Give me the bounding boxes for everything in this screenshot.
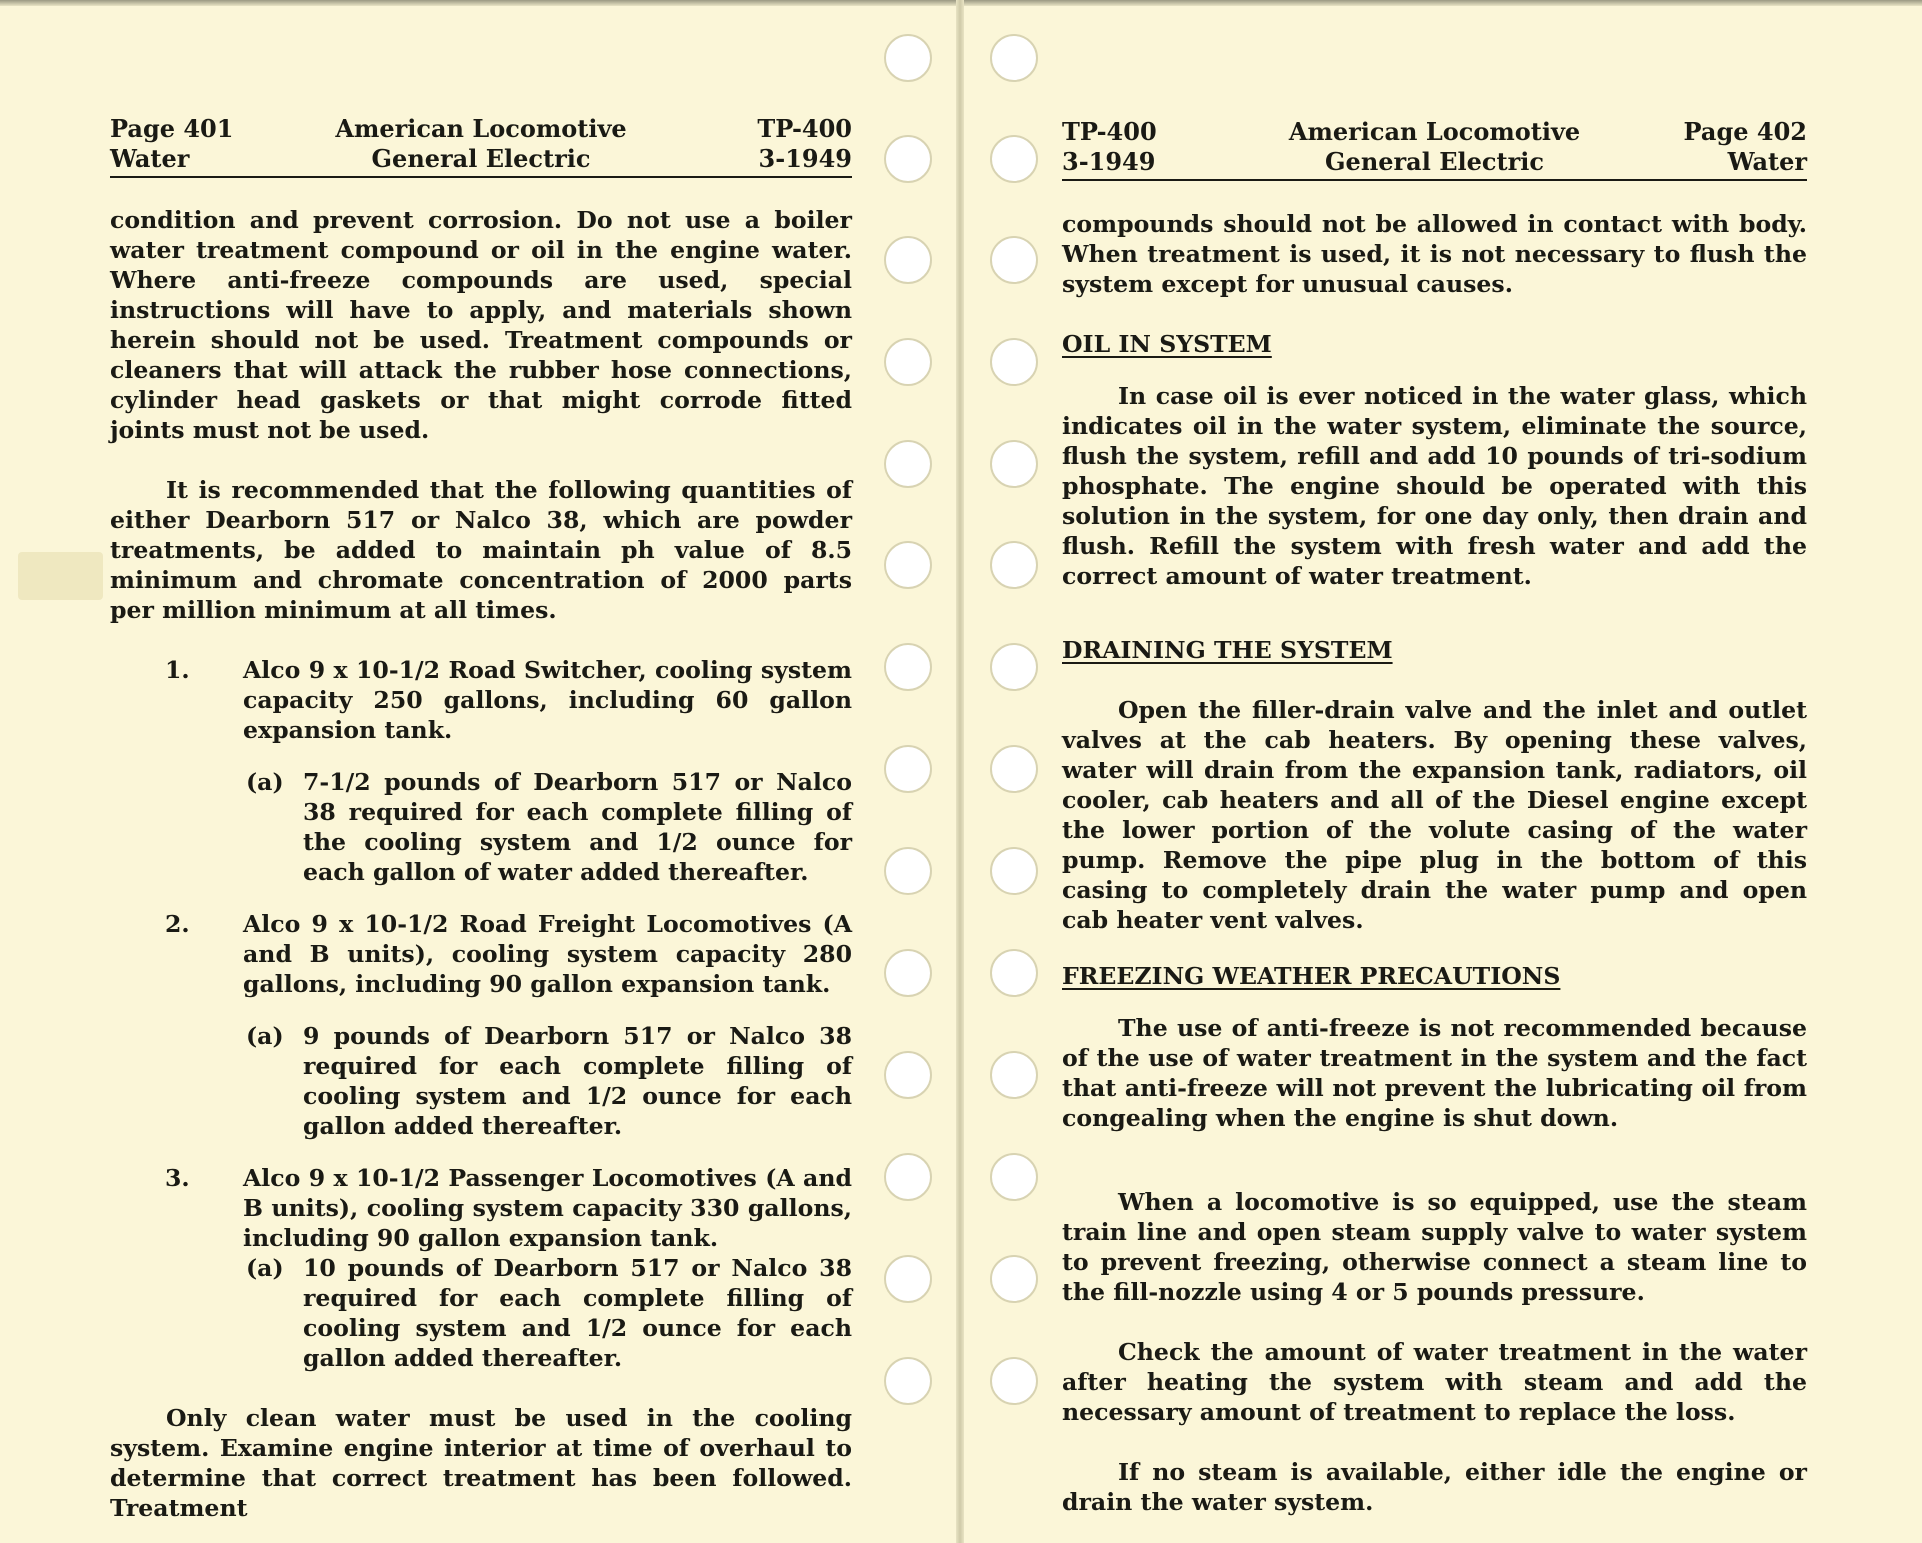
header-center (110, 114, 852, 174)
company-line1: American Locomotive (1288, 117, 1581, 146)
section-heading: OIL IN SYSTEM (1062, 330, 1272, 358)
page-label: Page 401 (110, 114, 234, 143)
sub-item-text: 7-1/2 pounds of Dearborn 517 or Nalco 38 required for each complete filling of the cooling system and 1/2 ounce for each gallon of water added thereafter. (303, 768, 852, 886)
section-label: Water (110, 144, 190, 173)
section-heading: DRAINING THE SYSTEM (1062, 636, 1393, 664)
sub-item (110, 1021, 852, 1141)
company-line1: American Locomotive (335, 114, 627, 143)
header-right (757, 114, 852, 174)
right-page-body (1062, 209, 1807, 1517)
company-line2: General Electric (1325, 147, 1544, 176)
paragraph: condition and prevent corrosion. Do not use a boiler water treatment compound or oil in the engine water. Where anti-freeze compounds are used, special instructions will have to apply, and materials shown herein should not be used. Treatment compounds or cleaners that will attack the rubber hose connections, cylinder head gaskets or that might corrode fitted joints must not be used. (110, 206, 852, 444)
doc-date: 3-1949 (1062, 147, 1156, 176)
item-number: 1. (165, 656, 190, 684)
paragraph: Check the amount of water treatment in the water after heating the system with steam and add the necessary amount of treatment to replace the loss. (1062, 1338, 1807, 1426)
sub-item (110, 767, 852, 887)
left-page-body (110, 205, 852, 1523)
left-page (0, 0, 958, 1543)
header-right (1684, 117, 1807, 177)
doc-date: 3-1949 (758, 144, 852, 173)
paragraph: In case oil is ever noticed in the water glass, which indicates oil in the water system, eliminate the source, flush the system, refill and add 10 pounds of tri-sodium phosphate. The engine should be operated with this solution in the system, for one day only, then drain and flush. Refill the system with fresh water and add the correct amount of water treatment. (1062, 382, 1807, 590)
paragraph: When a locomotive is so equipped, use the steam train line and open steam supply valve to water system to prevent freezing, otherwise connect a steam line to the fill-nozzle using 4 or 5 pounds pressure. (1062, 1188, 1807, 1306)
paragraph: If no steam is available, either idle the engine or drain the water system. (1062, 1458, 1807, 1516)
paragraph: compounds should not be allowed in contact with body. When treatment is used, it is not necessary to flush the system except for unusual causes. (1062, 210, 1807, 298)
item-text: Alco 9 x 10-1/2 Road Freight Locomotives (A and B units), cooling system capacity 280 gallons, including 90 gallon expansion tank. (243, 910, 852, 998)
item-text: Alco 9 x 10-1/2 Road Switcher, cooling system capacity 250 gallons, including 60 gallon expansion tank. (243, 656, 852, 744)
sub-item-label: (a) (246, 1254, 284, 1282)
sub-item-text: 10 pounds of Dearborn 517 or Nalco 38 required for each complete filling of cooling system and 1/2 ounce for each gallon added thereafter. (303, 1254, 852, 1372)
index-tab-mark (18, 552, 103, 600)
item-text: Alco 9 x 10-1/2 Passenger Locomotives (A and B units), cooling system capacity 330 gallons, including 90 gallon expansion tank. (243, 1164, 852, 1252)
list-item (110, 655, 852, 745)
item-number: 3. (165, 1164, 190, 1192)
right-page-header (1062, 117, 1807, 181)
company-line2: General Electric (371, 144, 591, 173)
list-item (110, 909, 852, 999)
doc-number: TP-400 (1062, 117, 1157, 146)
sub-item-label: (a) (246, 768, 284, 796)
left-page-header (110, 114, 852, 178)
paragraph: Open the filler-drain valve and the inlet and outlet valves at the cab heaters. By opening these valves, water will drain from the expansion tank, radiators, oil cooler, cab heaters and all of the Diesel engine except the lower portion of the volute casing of the water pump. Remove the pipe plug in the bottom of this casing to completely drain the water pump and open cab heater vent valves. (1062, 696, 1807, 934)
list-item (110, 1163, 852, 1253)
page-label: Page 402 (1683, 117, 1807, 146)
sub-item-text: 9 pounds of Dearborn 517 or Nalco 38 required for each complete filling of cooling system and 1/2 ounce for each gallon added thereafter. (303, 1022, 852, 1140)
doc-number: TP-400 (757, 114, 852, 143)
paragraph: The use of anti-freeze is not recommended because of the use of water treatment in the system and the fact that anti-freeze will not prevent the lubricating oil from congealing when the engine is shut down. (1062, 1014, 1807, 1132)
item-number: 2. (165, 910, 190, 938)
paragraph: Only clean water must be used in the cooling system. Examine engine interior at time of overhaul to determine that correct treatment has been followed. Treatment (110, 1404, 852, 1522)
section-label: Water (1727, 147, 1807, 176)
paragraph: It is recommended that the following quantities of either Dearborn 517 or Nalco 38, which are powder treatments, be added to maintain ph value of 8.5 minimum and chromate concentration of 2000 parts per million minimum at all times. (110, 476, 852, 624)
sub-item-label: (a) (246, 1022, 284, 1050)
section-heading: FREEZING WEATHER PRECAUTIONS (1062, 962, 1561, 990)
right-page (962, 0, 1922, 1543)
sub-item (110, 1253, 852, 1373)
